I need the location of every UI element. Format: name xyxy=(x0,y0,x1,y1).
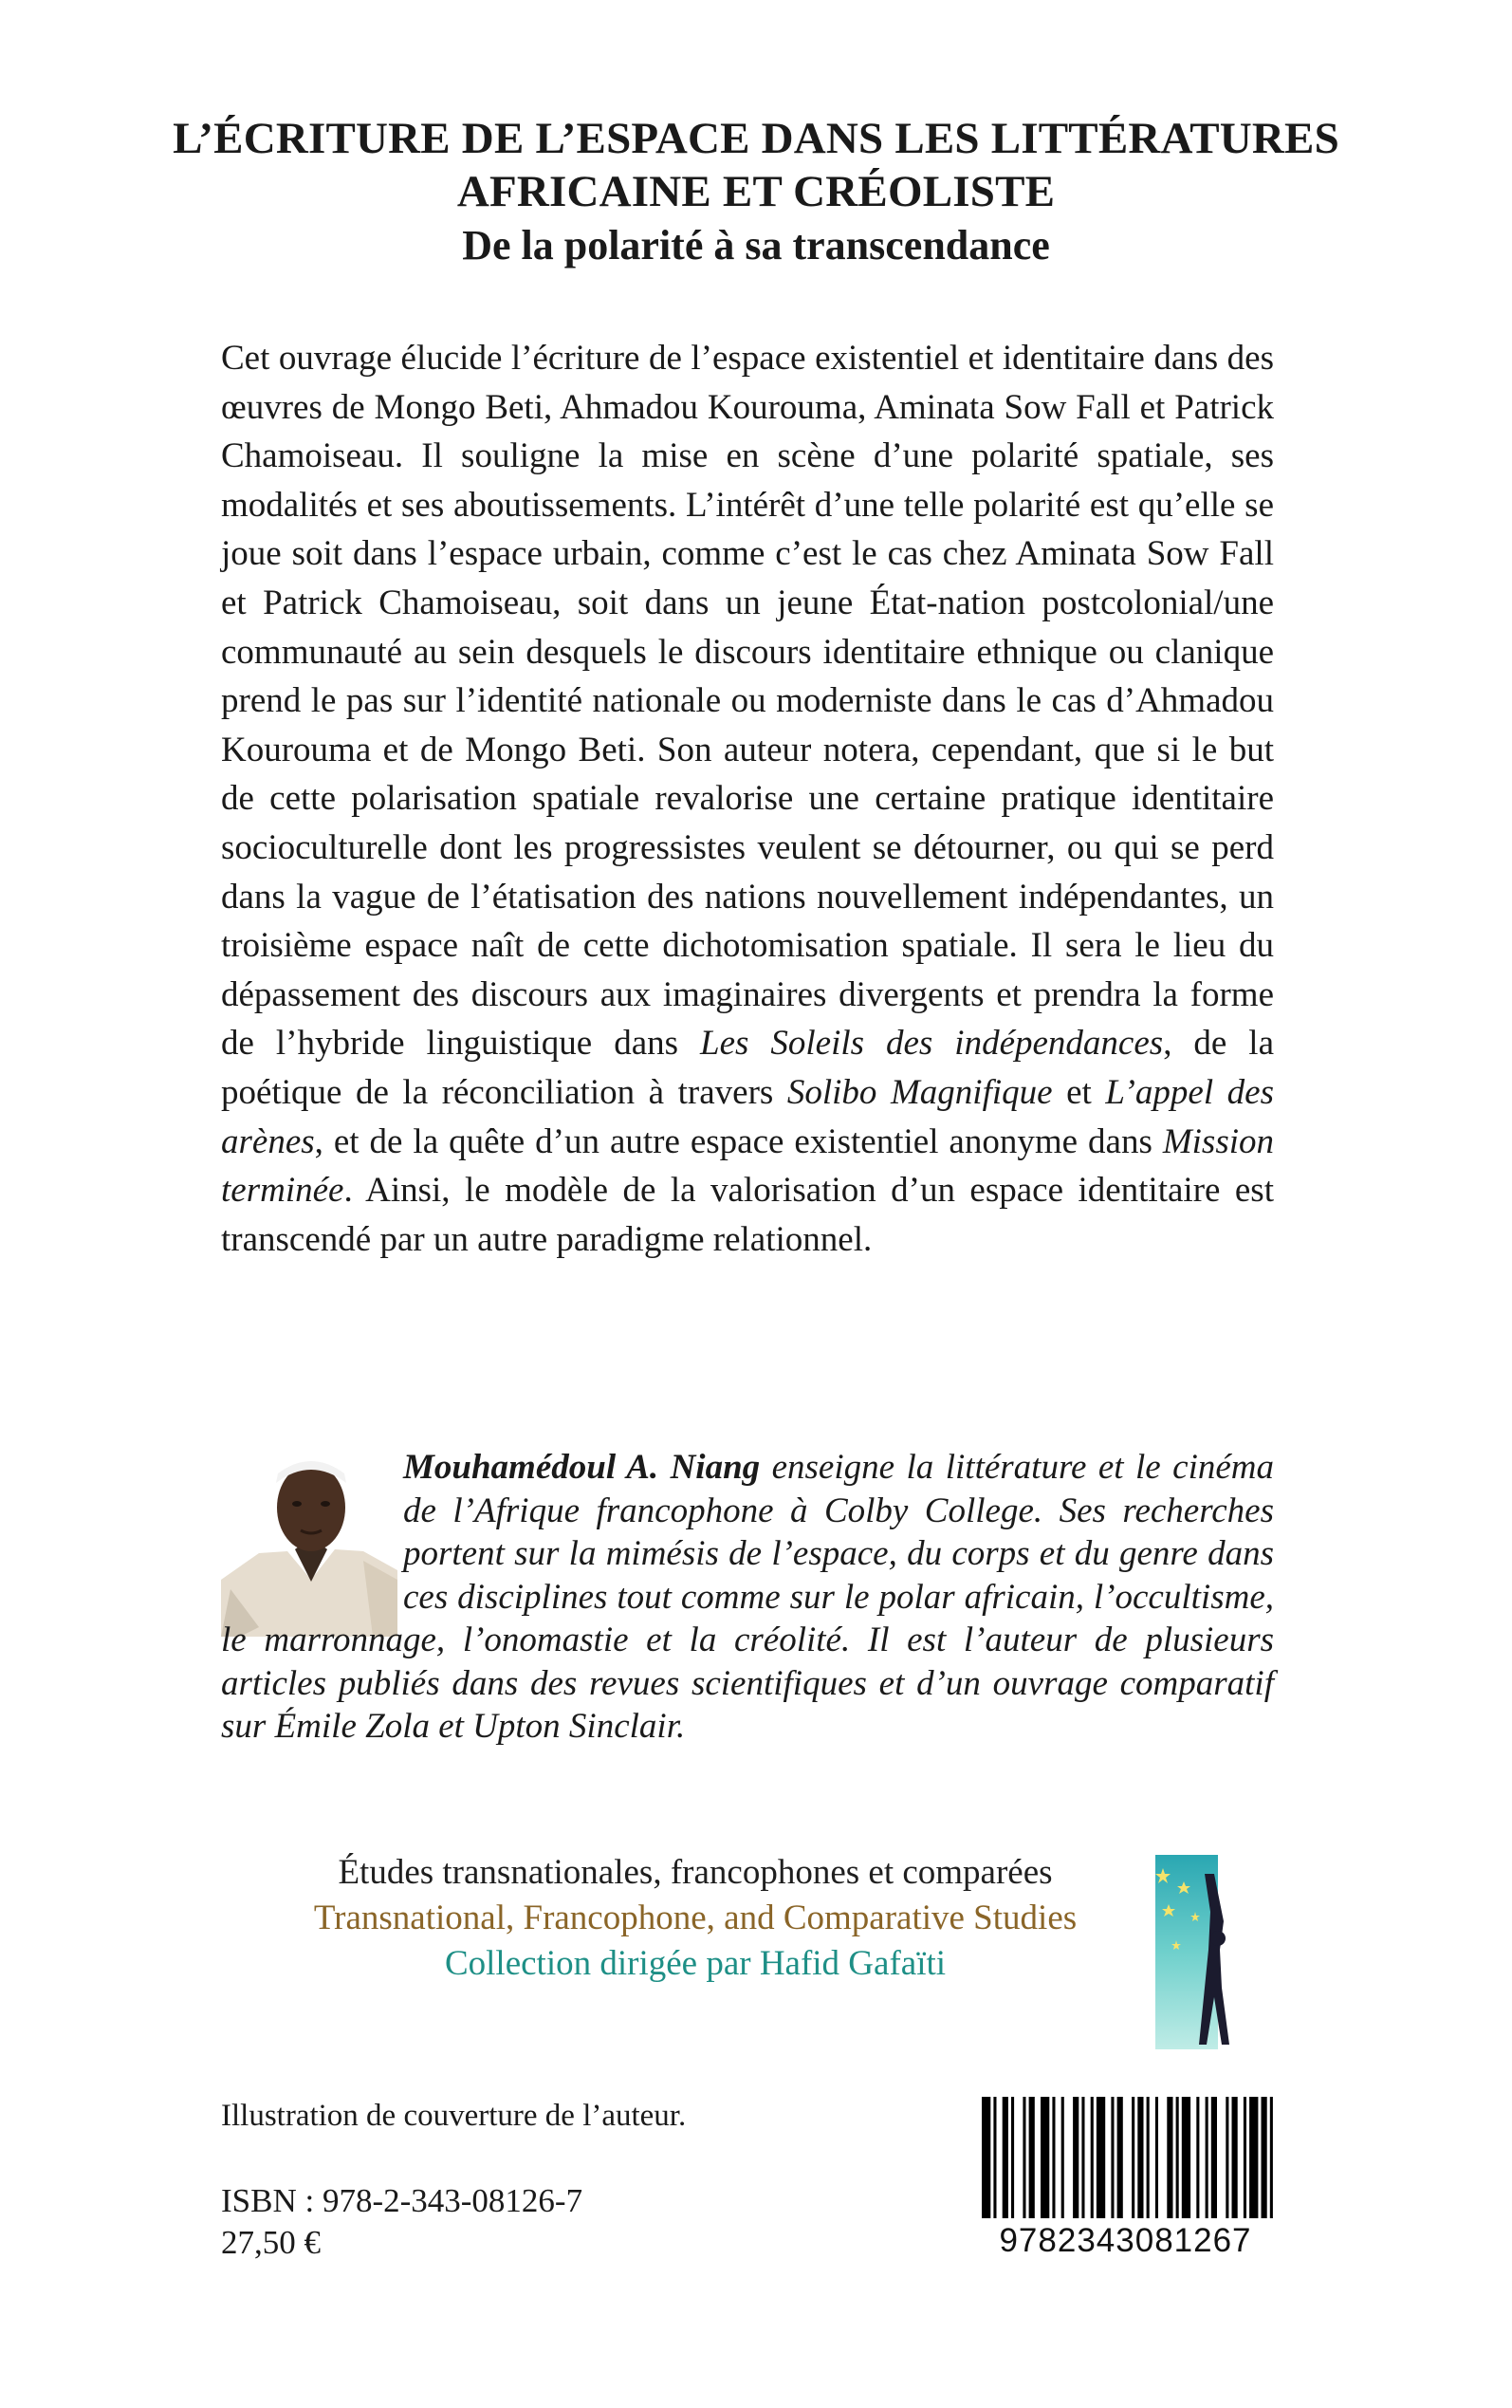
abstract-paragraph xyxy=(221,334,1274,1264)
barcode-bar xyxy=(1182,2097,1190,2218)
barcode-bar xyxy=(1244,2097,1246,2218)
collection-name-fr: Études transnationales, francophones et comparées xyxy=(338,1853,1053,1892)
barcode-bar xyxy=(982,2097,990,2218)
barcode-bar xyxy=(1081,2097,1084,2218)
collection-director: Collection dirigée par Hafid Gafaïti xyxy=(444,1944,947,1983)
reaching-figure-stars-icon xyxy=(1155,1855,1245,2049)
barcode-bar xyxy=(1155,2097,1158,2218)
barcode-bar xyxy=(1211,2097,1217,2218)
photo-spacer xyxy=(221,1446,403,1615)
book-subtitle: De la polarité à sa transcendance xyxy=(462,222,1050,269)
barcode-bar xyxy=(1132,2097,1134,2218)
barcode-bar xyxy=(1023,2097,1025,2218)
barcode-bar xyxy=(1206,2097,1208,2218)
abstract xyxy=(221,334,1274,1264)
cover-credit: Illustration de couverture de l’auteur. xyxy=(221,2099,687,2133)
abstract-text: , et de la quête d’un autre espace existentiel anonyme dans xyxy=(314,1121,1163,1161)
barcode-digits: 9782343081267 xyxy=(999,2222,1252,2259)
abstract-text: Cet ouvrage élucide l’écriture de l’espace existentiel et identitaire dans des œuvres de Mongo Beti, Ahmadou Kourouma, Aminata Sow Fall et Patrick Chamoiseau. Il souligne la mise en scène d’une polarité spatiale, ses modalités et ses aboutissements. L’intérêt d’une telle polarité est qu’elle se joue soit dans l’espace urbain, comme c’est le cas chez Aminata Sow Fall et Patrick Chamoiseau, soit dans un jeune État-nation postcolonial/une communauté au sein desquels le discours identitaire ethnique ou clanique prend le pas sur l’identité nationale ou moderniste dans le cas d’Ahmadou Kourouma et de Mongo Beti. Son auteur notera, cependant, que si le but de cette polarisation spatiale revalorise une certaine pratique identitaire socioculturelle dont les progressistes veulent se détourner, ou qui se perd dans la vague de l’étatisation des nations nouvellement indépendantes, un troisième espace naît de cette dichotomisation spatiale. Il sera le lieu du dépassement des discours aux imaginaires divergents et prendra la forme de l’hybride linguistique dans xyxy=(221,339,1274,1064)
barcode-bar xyxy=(1249,2097,1258,2218)
abstract-text: . Ainsi, le modèle de la valorisation d’un espace identitaire est transcendé par un autre paradigme relationnel. xyxy=(221,1171,1274,1259)
author-bio-text: enseigne la littérature et le cinéma de l’Afrique francophone à Colby College. Ses recherches portent sur la mimésis de l’espace, du corps et du genre dans ces disciplines tout comme sur le polar africain, l’occultisme, le marronnage, l’onomastie et la créolité. Il est l’auteur de plusieurs articles publiés dans des revues scientifiques et d’un ouvrage comparatif sur xyxy=(221,1448,1274,1746)
barcode-bar xyxy=(1262,2097,1267,2218)
abstract-text: et xyxy=(1052,1072,1106,1112)
barcode-bar xyxy=(1147,2097,1150,2218)
collection-logo xyxy=(1155,1855,1245,2049)
book-title-line-2: AFRICAINE ET CRÉOLISTE xyxy=(456,167,1056,216)
barcode-bar xyxy=(1196,2097,1199,2218)
title-block xyxy=(95,112,1417,273)
barcode-bar xyxy=(1167,2097,1172,2218)
work-title-appel: L’appel des arènes xyxy=(221,1072,1274,1161)
barcode-bar xyxy=(1176,2097,1179,2218)
barcode-bar xyxy=(1011,2097,1014,2218)
book-title-line-1: L’ÉCRITURE DE L’ESPACE DANS LES LITTÉRATURES xyxy=(173,114,1339,163)
author-bio-text: Zola et Upton Sinclair. xyxy=(356,1707,686,1746)
price: 27,50 € xyxy=(221,2224,321,2261)
barcode-bar xyxy=(1003,2097,1008,2218)
barcode-bar xyxy=(1029,2097,1035,2218)
author-bio-emile: Émile xyxy=(274,1707,357,1746)
barcode-bar xyxy=(1270,2097,1273,2218)
barcode-bar xyxy=(1061,2097,1064,2218)
abstract-text: , de la poétique de la réconciliation à travers xyxy=(221,1024,1275,1112)
barcode-bar xyxy=(1097,2097,1105,2218)
barcode-bar xyxy=(993,2097,996,2218)
barcode-bar xyxy=(1226,2097,1228,2218)
work-title-solibo: Solibo Magnifique xyxy=(786,1072,1053,1112)
work-title-soleils: Les Soleils des indépendances xyxy=(700,1024,1164,1064)
barcode-bar xyxy=(1232,2097,1238,2218)
work-title-mission: Mission terminée xyxy=(221,1121,1274,1211)
barcode-bar xyxy=(1111,2097,1114,2218)
collection-name-en: Transnational, Francophone, and Comparative Studies xyxy=(313,1899,1078,1937)
author-bio xyxy=(221,1446,1274,1749)
barcode-bar xyxy=(1137,2097,1143,2218)
collection-info xyxy=(221,1850,1170,1987)
barcode-bar xyxy=(1117,2097,1123,2218)
barcode-bar xyxy=(1052,2097,1055,2218)
barcode-bar xyxy=(1073,2097,1079,2218)
author-name: Mouhamédoul A. Niang xyxy=(403,1448,761,1487)
isbn: ISBN : 978-2-343-08126-7 xyxy=(221,2182,583,2219)
barcode-bar xyxy=(1041,2097,1049,2218)
barcode-bar xyxy=(1091,2097,1094,2218)
